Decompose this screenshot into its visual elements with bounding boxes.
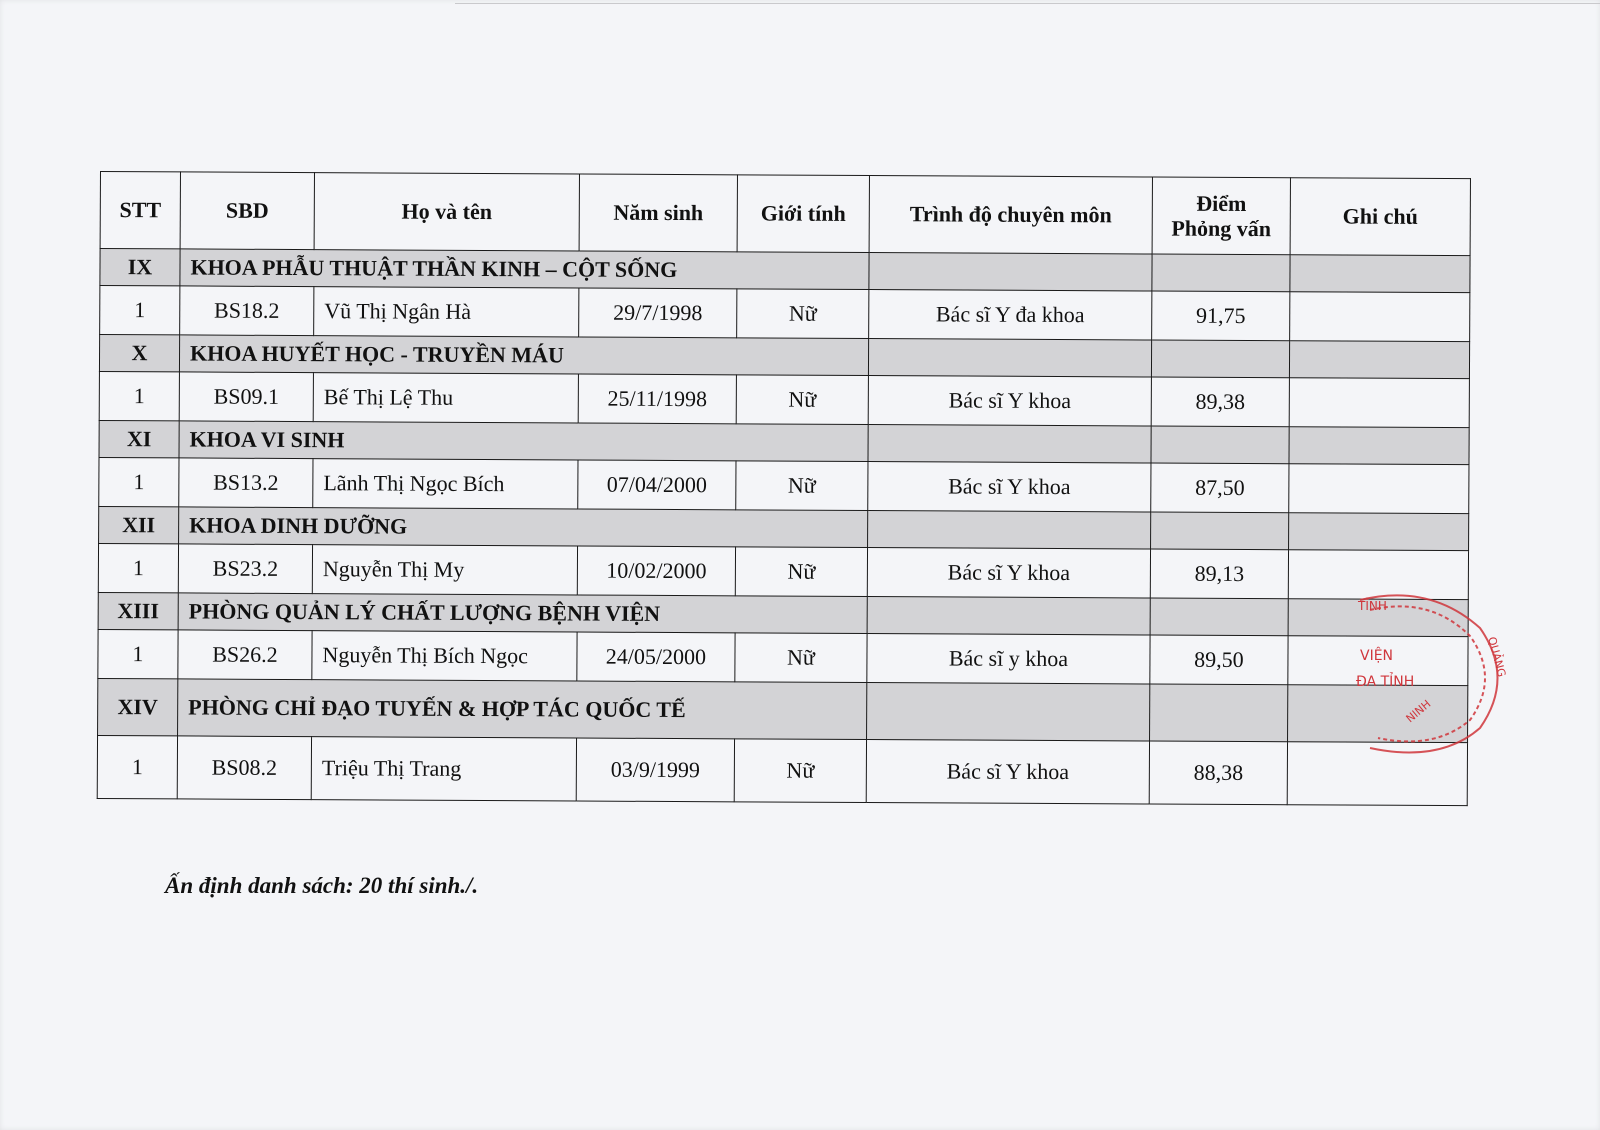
section-title: KHOA VI SINH — [179, 421, 868, 462]
section-blank — [1151, 512, 1289, 550]
stamp-text-middle: VIỆN — [1360, 648, 1394, 664]
stamp-text-bottom: NINH — [1403, 697, 1434, 726]
section-blank — [868, 425, 1151, 463]
cell-stt: 1 — [98, 629, 178, 678]
cell-birth: 25/11/1998 — [578, 374, 736, 424]
cell-note — [1288, 636, 1468, 686]
section-blank — [1151, 340, 1289, 378]
header-gender: Giới tính — [737, 175, 869, 253]
section-blank — [1288, 599, 1468, 637]
cell-qualification: Bác sĩ Y khoa — [868, 462, 1151, 512]
cell-sbd: BS13.2 — [179, 458, 313, 508]
section-blank — [1289, 513, 1469, 551]
section-blank — [868, 511, 1151, 549]
cell-stt: 1 — [99, 457, 179, 506]
cell-sbd: BS09.1 — [179, 372, 313, 422]
cell-qualification: Bác sĩ Y khoa — [867, 548, 1150, 598]
cell-stt: 1 — [99, 371, 179, 420]
header-name: Họ và tên — [314, 173, 579, 251]
cell-name: Vũ Thị Ngân Hà — [314, 287, 579, 337]
cell-stt: 1 — [100, 286, 180, 335]
table-row — [99, 371, 1469, 427]
section-title: PHÒNG QUẢN LÝ CHẤT LƯỢNG BỆNH VIỆN — [178, 593, 867, 634]
cell-score: 89,38 — [1151, 377, 1289, 427]
cell-sbd: BS18.2 — [180, 286, 314, 336]
cell-birth: 29/7/1998 — [579, 288, 737, 338]
cell-stt: 1 — [97, 735, 177, 798]
cell-qualification: Bác sĩ Y khoa — [866, 740, 1149, 804]
cell-score: 88,38 — [1149, 741, 1287, 805]
cell-note — [1289, 378, 1469, 428]
section-blank — [868, 339, 1151, 377]
footer-note: Ấn định danh sách: 20 thí sinh./. — [165, 873, 479, 898]
cell-birth: 10/02/2000 — [577, 546, 735, 596]
cell-note — [1290, 292, 1470, 342]
header-qualification: Trình độ chuyên môn — [869, 176, 1152, 254]
header-score — [1152, 177, 1290, 255]
cell-birth: 24/05/2000 — [577, 632, 735, 682]
section-row — [98, 678, 1468, 742]
stamp-text-right: QUẢNG — [1485, 635, 1509, 679]
cell-sbd: BS26.2 — [178, 630, 312, 680]
cell-sbd: BS08.2 — [177, 736, 311, 800]
section-number: IX — [100, 249, 180, 286]
section-blank — [869, 253, 1152, 291]
section-number: X — [99, 335, 179, 372]
section-blank — [1289, 427, 1469, 465]
cell-birth: 03/9/1999 — [576, 738, 734, 802]
cell-score: 89,50 — [1150, 635, 1288, 685]
results-table — [97, 171, 1471, 806]
table-row — [100, 286, 1470, 342]
section-blank — [867, 683, 1150, 741]
cell-sbd: BS23.2 — [178, 544, 312, 594]
section-blank — [1150, 598, 1288, 636]
header-score-line2: Phỏng vấn — [1171, 215, 1272, 242]
cell-gender: Nữ — [735, 547, 867, 597]
stamp-text-top: TỈNH — [1358, 599, 1387, 613]
cell-gender: Nữ — [734, 739, 866, 803]
cell-name: Triệu Thị Trang — [311, 737, 576, 801]
header-sbd: SBD — [180, 172, 314, 250]
cell-qualification: Bác sĩ Y đa khoa — [869, 290, 1152, 340]
cell-gender: Nữ — [737, 289, 869, 339]
section-blank — [1150, 684, 1288, 742]
cell-name: Nguyễn Thị My — [312, 545, 577, 595]
cell-note — [1287, 742, 1467, 806]
cell-name: Bế Thị Lệ Thu — [313, 373, 578, 423]
section-blank — [1290, 255, 1470, 293]
header-birth: Năm sinh — [579, 174, 737, 252]
cell-gender: Nữ — [736, 461, 868, 511]
table-row — [98, 629, 1468, 685]
table-row — [97, 735, 1467, 805]
section-blank — [867, 597, 1150, 635]
section-number: XII — [99, 506, 179, 543]
table-row — [99, 457, 1469, 513]
cell-birth: 07/04/2000 — [578, 460, 736, 510]
header-score-line1: Điểm — [1196, 190, 1247, 216]
cell-note — [1288, 550, 1468, 600]
table-row — [98, 543, 1468, 599]
section-number: XIII — [98, 592, 178, 629]
header-stt: STT — [100, 172, 180, 249]
section-blank — [1152, 254, 1290, 292]
cell-name: Nguyễn Thị Bích Ngọc — [312, 631, 577, 681]
header-row — [100, 172, 1470, 256]
cell-qualification: Bác sĩ y khoa — [867, 634, 1150, 684]
stamp-text-lower: ĐA TỈNH — [1356, 674, 1415, 690]
section-title: KHOA PHẪU THUẬT THẦN KINH – CỘT SỐNG — [180, 249, 869, 290]
cell-note — [1289, 464, 1469, 514]
cell-gender: Nữ — [736, 375, 868, 425]
cell-score: 91,75 — [1152, 291, 1290, 341]
section-blank — [1289, 341, 1469, 379]
cell-name: Lãnh Thị Ngọc Bích — [313, 459, 578, 509]
page-top-line — [455, 3, 1600, 4]
section-title: KHOA HUYẾT HỌC - TRUYỀN MÁU — [179, 335, 868, 376]
section-title: KHOA DINH DƯỠNG — [179, 507, 868, 548]
section-blank — [1288, 685, 1468, 743]
section-number: XI — [99, 420, 179, 457]
cell-gender: Nữ — [735, 633, 867, 683]
cell-score: 89,13 — [1150, 549, 1288, 599]
section-number: XIV — [98, 678, 178, 735]
section-title: PHÒNG CHỈ ĐẠO TUYẾN & HỢP TÁC QUỐC TẾ — [178, 679, 867, 740]
cell-stt: 1 — [98, 543, 178, 592]
section-blank — [1151, 426, 1289, 464]
cell-score: 87,50 — [1151, 463, 1289, 513]
cell-qualification: Bác sĩ Y khoa — [868, 376, 1151, 426]
header-note: Ghi chú — [1290, 178, 1470, 256]
